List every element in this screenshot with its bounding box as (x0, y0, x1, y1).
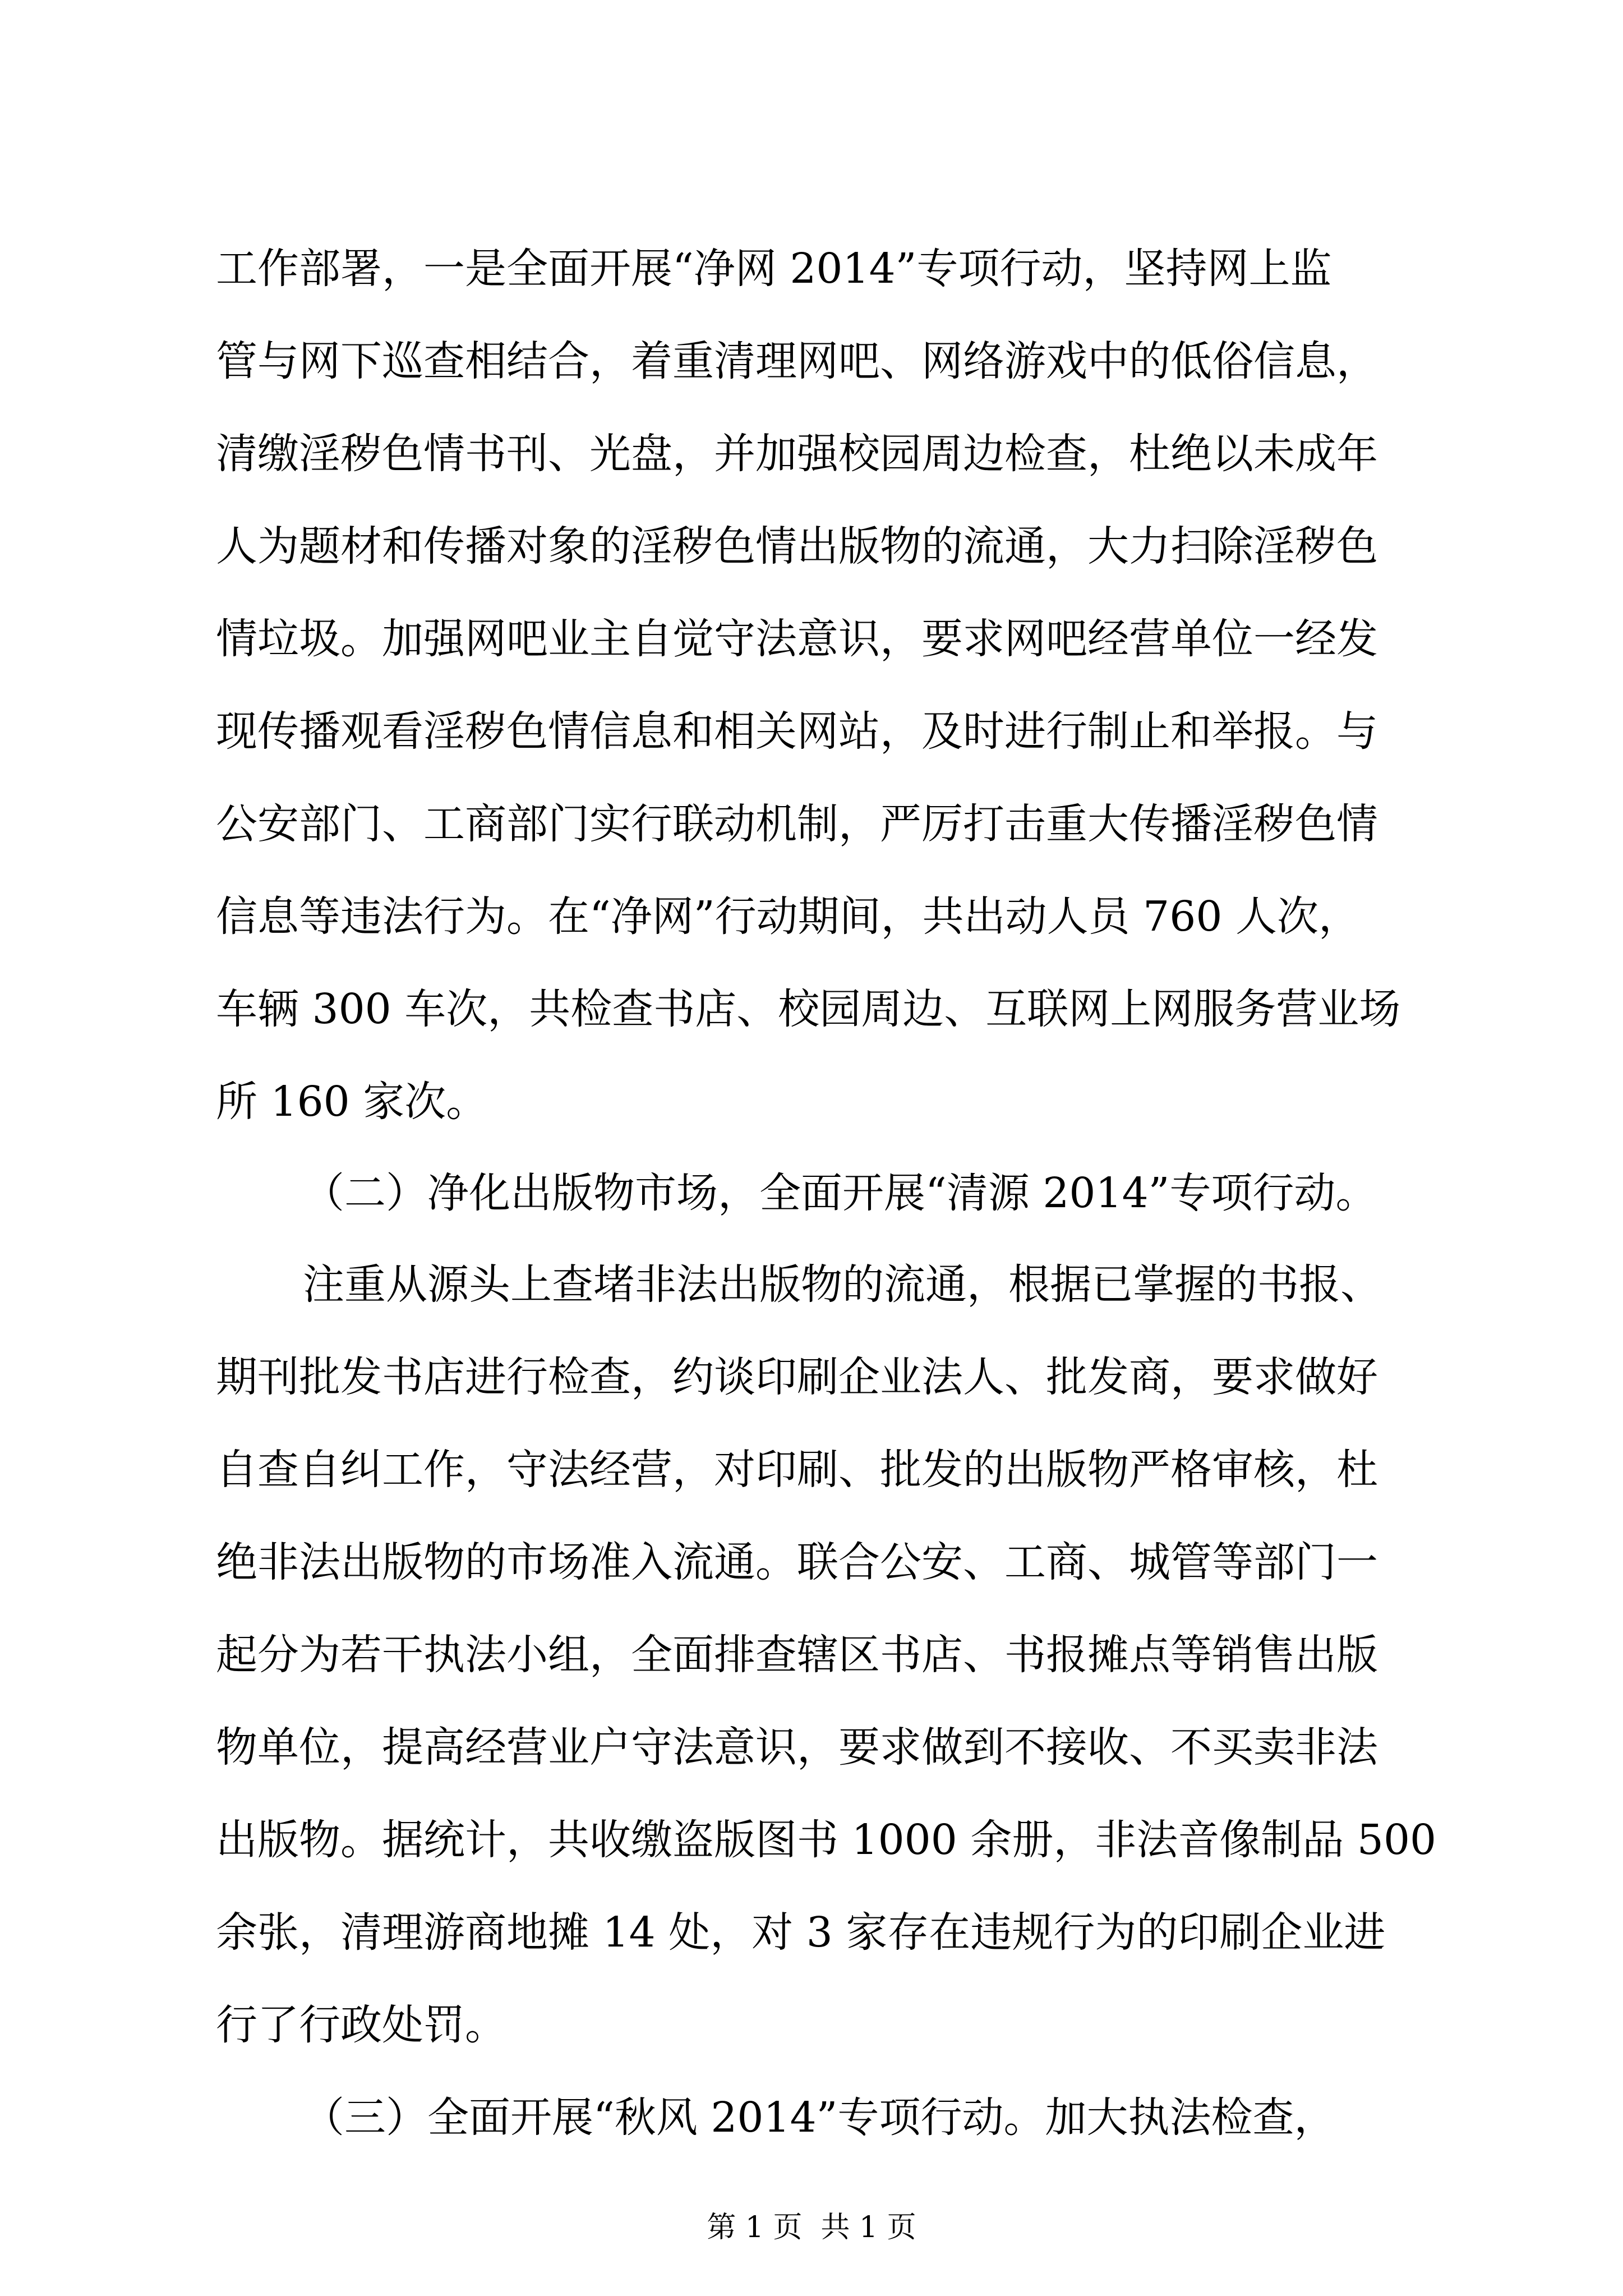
body-line: 车辆 300 车次，共检查书店、校园周边、互联网上网服务营业场 (216, 985, 1401, 1033)
body-line: 物单位，提高经营业户守法意识，要求做到不接收、不买卖非法 (216, 1723, 1378, 1772)
page-footer: 第 1 页 共 1 页 (707, 2211, 916, 2244)
body-line: 现传播观看淫秽色情信息和相关网站，及时进行制止和举报。与 (216, 707, 1378, 756)
body-line: 出版物。据统计，共收缴盗版图书 1000 余册，非法音像制品 500 (216, 1816, 1437, 1864)
body-line: 工作部署，一是全面开展“净网 2014”专项行动，坚持网上监 (216, 245, 1332, 293)
body-line: 信息等违法行为。在“净网”行动期间，共出动人员 760 人次， (216, 892, 1360, 941)
body-line: 起分为若干执法小组，全面排查辖区书店、书报摊点等销售出版 (216, 1631, 1378, 1679)
body-line: 期刊批发书店进行检查，约谈印刷企业法人、批发商，要求做好 (216, 1353, 1378, 1401)
body-line: 情垃圾。加强网吧业主自觉守法意识，要求网吧经营单位一经发 (216, 615, 1378, 663)
body-line: 管与网下巡查相结合，着重清理网吧、网络游戏中的低俗信息， (216, 337, 1378, 385)
body-line: 清缴淫秽色情书刊、光盘，并加强校园周边检查，杜绝以未成年 (216, 430, 1378, 478)
body-line: 行了行政处罚。 (216, 2001, 506, 2049)
body-line: 人为题材和传播对象的淫秽色情出版物的流通，大力扫除淫秽色 (216, 522, 1378, 570)
body-line: 注重从源头上查堵非法出版物的流通，根据已掌握的书报、 (303, 1260, 1382, 1309)
section-heading: （三）全面开展“秋风 2014”专项行动。加大执法检查， (303, 2093, 1336, 2142)
body-line: 所 160 家次。 (216, 1078, 488, 1126)
body-line: 自查自纠工作，守法经营，对印刷、批发的出版物严格审核，杜 (216, 1446, 1378, 1494)
body-line: 公安部门、工商部门实行联动机制，严厉打击重大传播淫秽色情 (216, 800, 1378, 848)
body-line: 绝非法出版物的市场准入流通。联合公安、工商、城管等部门一 (216, 1538, 1378, 1586)
section-heading: （二）净化出版物市场，全面开展“清源 2014”专项行动。 (303, 1169, 1377, 1217)
body-line: 余张，清理游商地摊 14 处，对 3 家存在违规行为的印刷企业进 (216, 1908, 1386, 1957)
